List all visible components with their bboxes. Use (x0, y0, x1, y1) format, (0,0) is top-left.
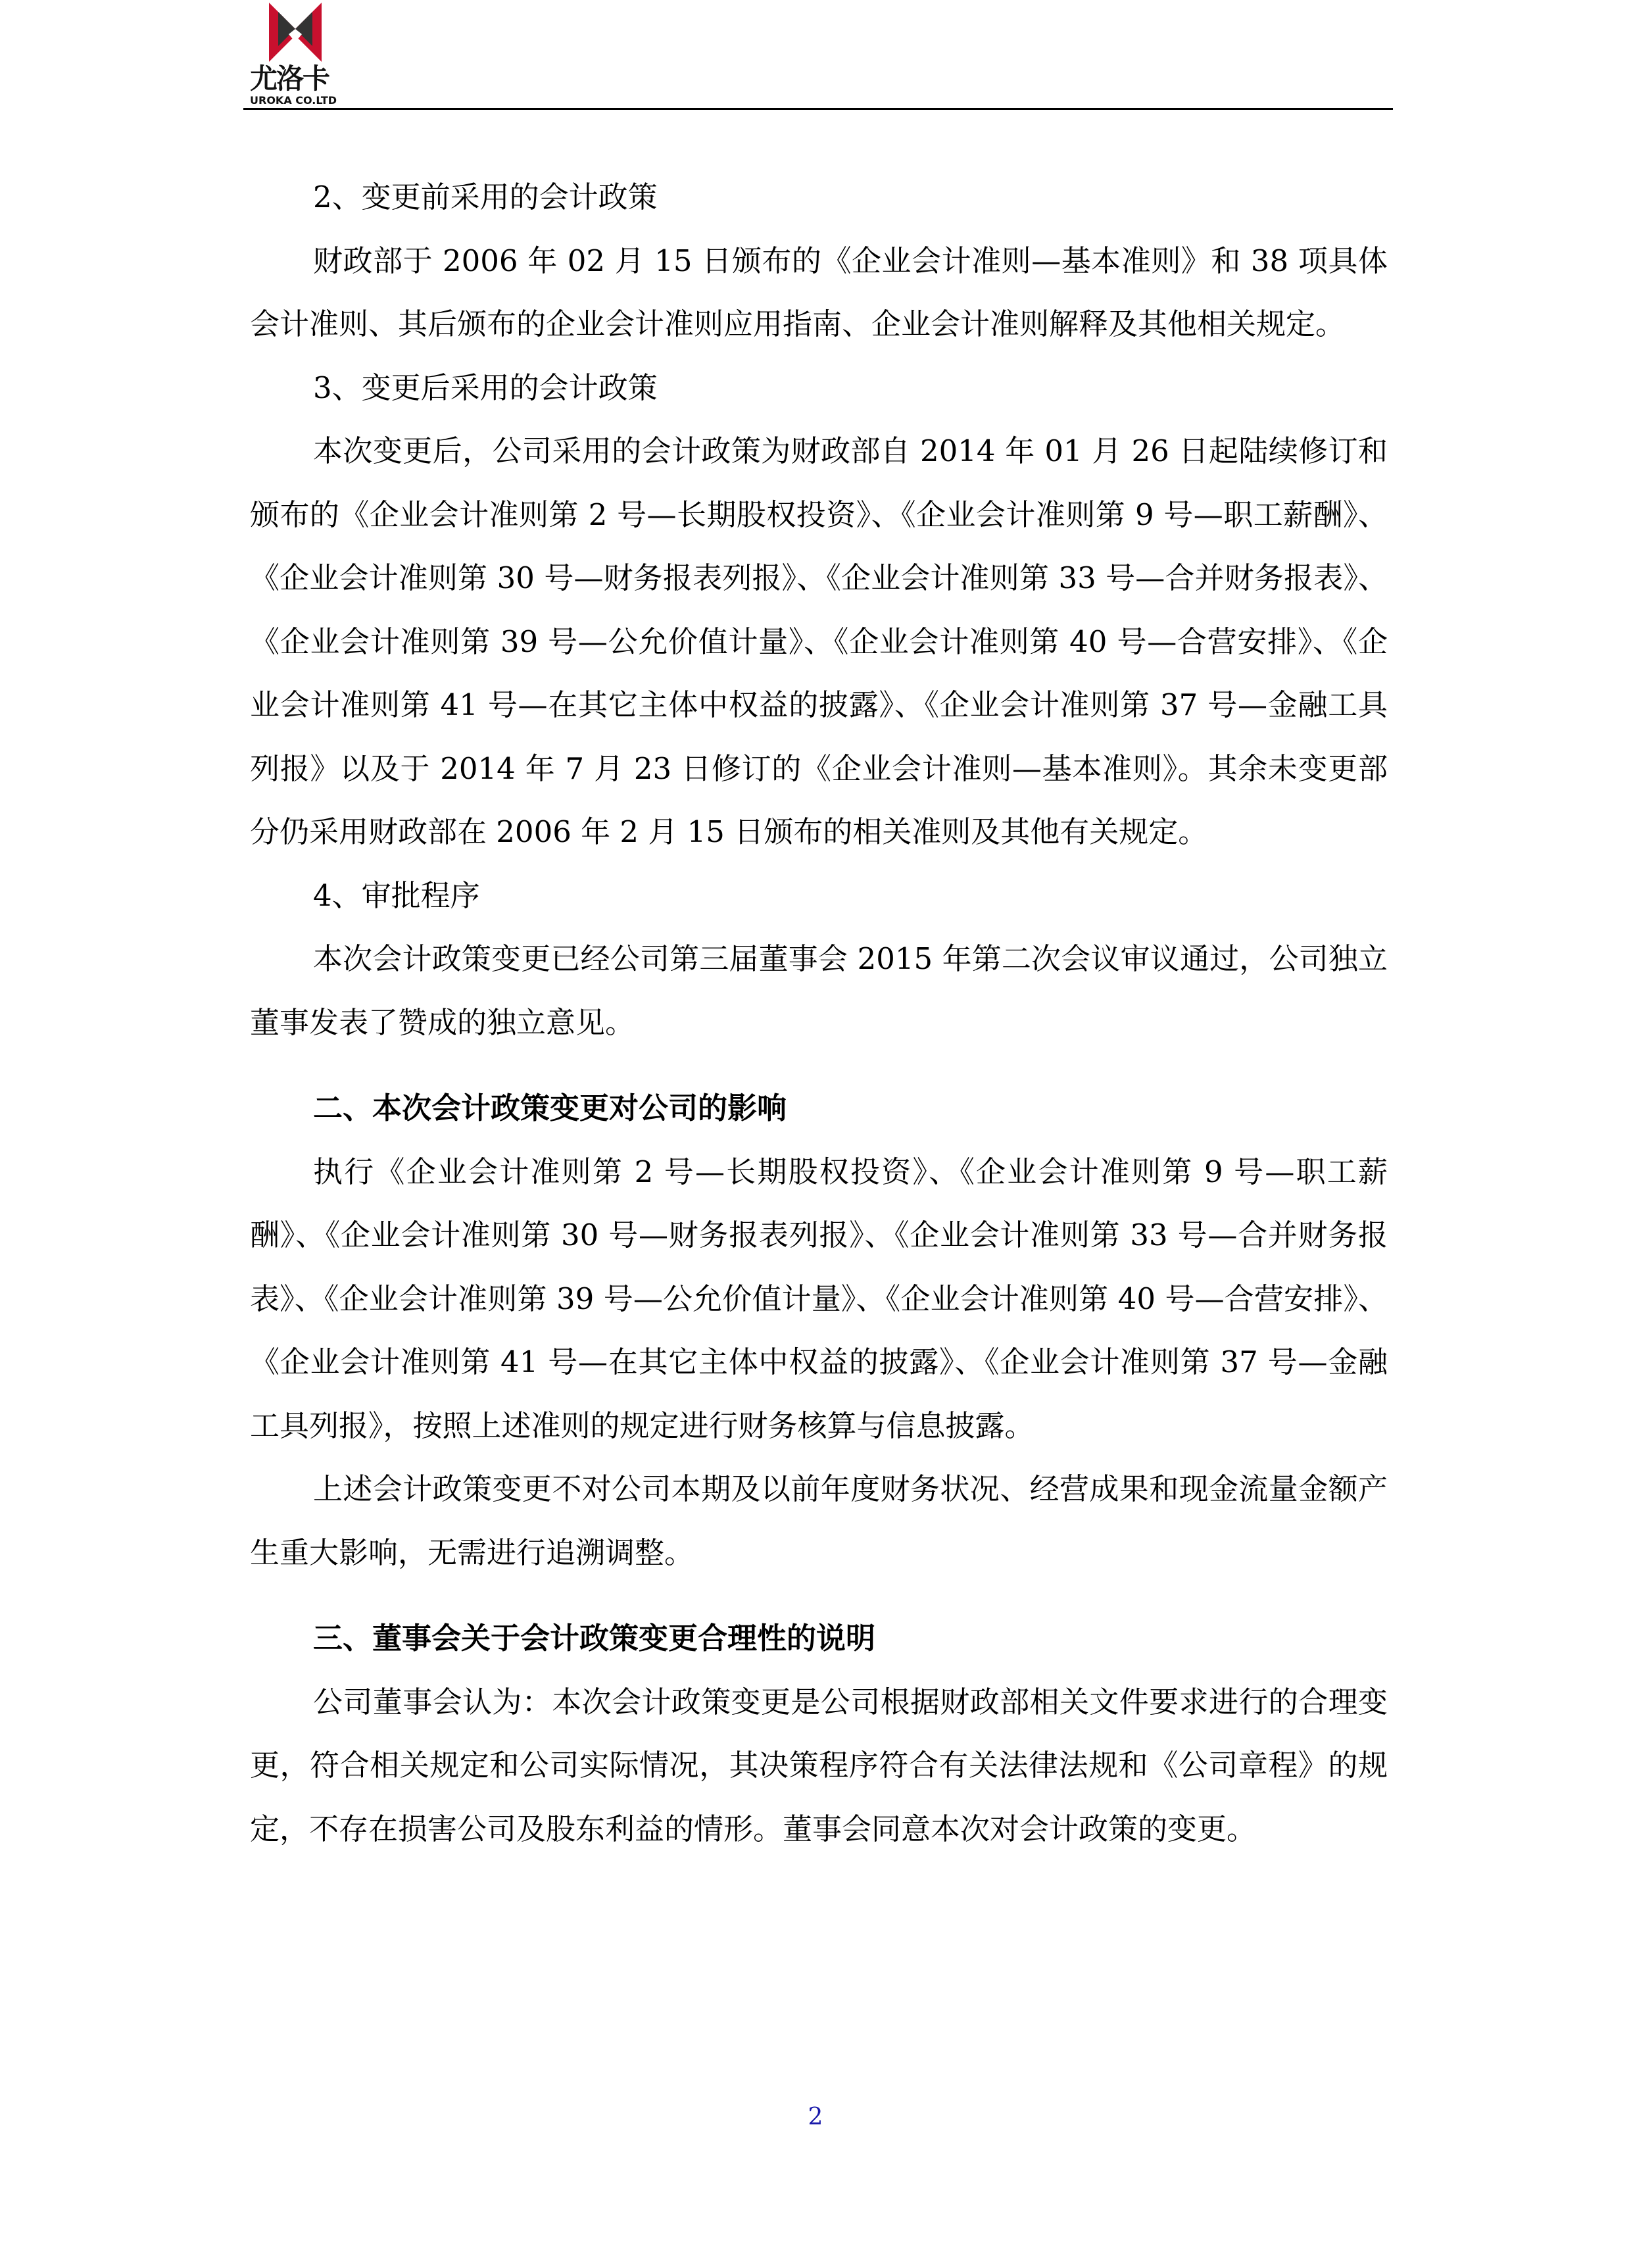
paragraph: 本次会计政策变更已经公司第三届董事会 2015 年第二次会议审议通过，公司独立董事发表了赞成的独立意见。 (250, 941, 1388, 1040)
paragraph: 公司董事会认为：本次会计政策变更是公司根据财政部相关文件要求进行的合理变更，符合相关规定和公司实际情况，其决策程序符合有关法律法规和《公司章程》的规定，不存在损害公司及股东利益的情形。董事会同意本次对会计政策的变更。 (250, 1684, 1388, 1846)
paragraph: 本次变更后，公司采用的会计政策为财政部自 2014 年 01 月 26 日起陆续修订和颁布的《企业会计准则第 2 号—长期股权投资》、《企业会计准则第 9 号—职工薪酬》、《企业会计准则第 30 号—财务报表列报》、《企业会计准则第 33 号—合并财务报表》、《企业会计准则第 39 号—公允价值计量》、《企业会计准则第 40 号—合营安排》、《企业会计准则第 41 号—在其它主体中权益的披露》、《企业会计准则第 37 号—金融工具列报》以及于 2014 年 7 月 23 日修订的《企业会计准则—基本准则》。其余未变更部分仍采用财政部在 2006 年 2 月 15 日颁布的相关准则及其他有关规定。 (250, 433, 1388, 849)
document-body (250, 166, 1388, 1861)
header-divider (243, 108, 1393, 110)
section-heading: 二、本次会计政策变更对公司的影响 (313, 1091, 787, 1125)
logo-mark-icon (269, 3, 322, 62)
company-logo (246, 3, 345, 108)
page-number: 2 (808, 2104, 823, 2131)
subsection-title: 2、变更前采用的会计政策 (313, 180, 658, 214)
subsection-title: 3、变更后采用的会计政策 (313, 370, 658, 405)
paragraph: 上述会计政策变更不对公司本期及以前年度财务状况、经营成果和现金流量金额产生重大影响，无需进行追溯调整。 (250, 1471, 1388, 1570)
paragraph: 财政部于 2006 年 02 月 15 日颁布的《企业会计准则—基本准则》和 38 项具体会计准则、其后颁布的企业会计准则应用指南、企业会计准则解释及其他相关规定。 (250, 243, 1388, 341)
section-heading: 三、董事会关于会计政策变更合理性的说明 (313, 1621, 876, 1656)
paragraph: 执行《企业会计准则第 2 号—长期股权投资》、《企业会计准则第 9 号—职工薪酬》、《企业会计准则第 30 号—财务报表列报》、《企业会计准则第 33 号—合并财务报表》、《企业会计准则第 39 号—公允价值计量》、《企业会计准则第 40 号—合营安排》、《企业会计准则第 41 号—在其它主体中权益的披露》、《企业会计准则第 37 号—金融工具列报》，按照上述准则的规定进行财务核算与信息披露。 (250, 1154, 1388, 1443)
logo-english-name: UROKA CO.LTD (250, 94, 337, 107)
subsection-title: 4、审批程序 (313, 877, 480, 913)
logo-chinese-name: 尤洛卡 (250, 62, 329, 95)
page-header (243, 0, 1393, 111)
